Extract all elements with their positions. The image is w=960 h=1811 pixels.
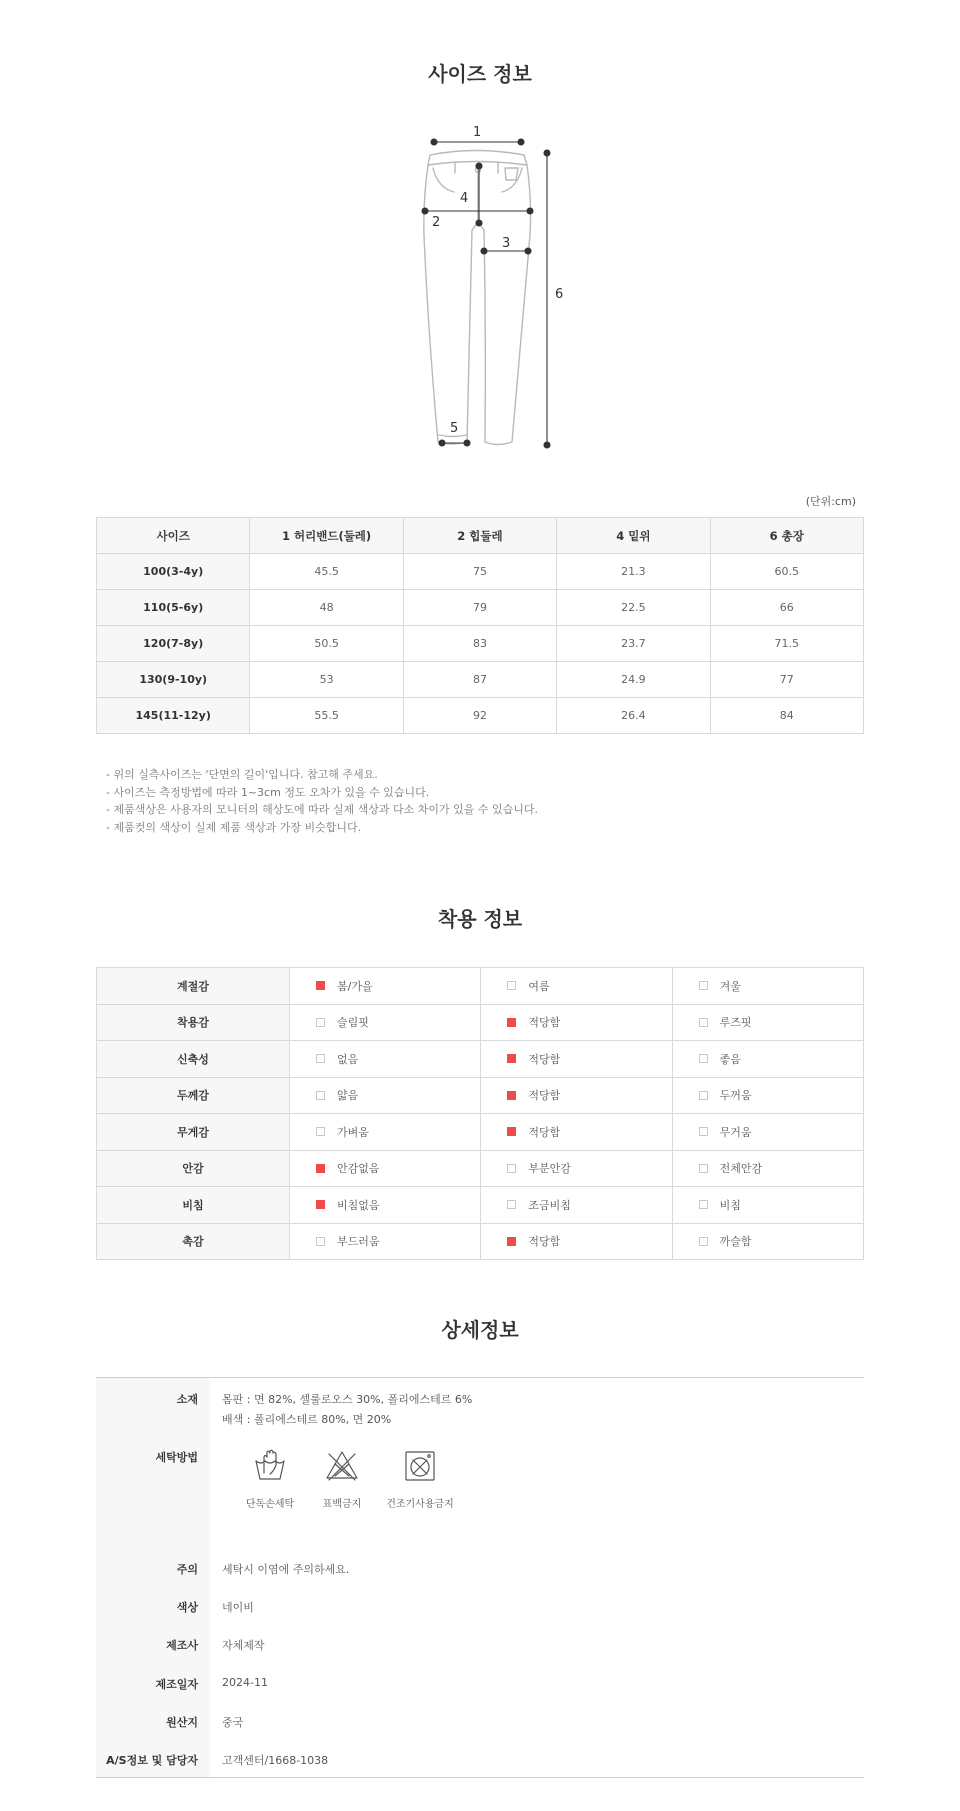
unchecked-box-icon: [699, 1127, 708, 1136]
color-value: 네이비: [222, 1601, 254, 1614]
fit-option: [672, 1150, 863, 1187]
fit-option-label: 적당함: [528, 1235, 561, 1249]
fit-option: [481, 1041, 672, 1078]
size-notes: [106, 766, 538, 836]
fit-option-label: 부분안감: [528, 1162, 571, 1176]
fit-option-label: 비침없음: [337, 1198, 380, 1212]
value-cell: 87: [403, 662, 556, 698]
fit-row-label: 계절감: [97, 968, 290, 1005]
fit-option: [290, 1187, 481, 1224]
table-row: [97, 626, 864, 662]
unchecked-box-icon: [507, 1164, 516, 1173]
caution-value: 세탁시 이염에 주의하세요.: [222, 1563, 350, 1576]
unchecked-box-icon: [316, 1237, 325, 1246]
value-cell: 83: [403, 626, 556, 662]
wash-label: 세탁방법: [155, 1451, 198, 1464]
material-line: 배색 : 폴리에스테르 80%, 면 20%: [222, 1413, 392, 1426]
header-cell: 6 총장: [710, 518, 863, 554]
fit-option-label: 까슬함: [719, 1235, 752, 1249]
fit-option: [672, 1187, 863, 1224]
fit-row-label: 신축성: [97, 1041, 290, 1078]
fit-option: [290, 1077, 481, 1114]
fit-option-label: 없음: [337, 1052, 359, 1066]
fit-option: [481, 968, 672, 1005]
unchecked-box-icon: [507, 1200, 516, 1209]
caution-label: 주의: [176, 1563, 198, 1576]
manufacturer-value: 자체제작: [222, 1639, 265, 1652]
header-cell: 2 힙둘레: [403, 518, 556, 554]
fit-option: [290, 1004, 481, 1041]
origin-value: 중국: [222, 1716, 244, 1729]
fit-option: [481, 1077, 672, 1114]
note-line: - 제품색상은 사용자의 모니터의 해상도에 따라 실제 색상과 다소 차이가 있을 수 있습니다.: [106, 803, 538, 816]
fit-section-title: 착용 정보: [437, 907, 523, 931]
unchecked-box-icon: [316, 1054, 325, 1063]
fit-row: [97, 968, 864, 1005]
fit-option-label: 가벼움: [337, 1125, 369, 1139]
diagram-label-1: 1: [473, 125, 482, 140]
fit-option: [290, 1114, 481, 1151]
unchecked-box-icon: [507, 981, 516, 990]
checked-box-icon: [507, 1091, 516, 1100]
value-cell: 75: [403, 554, 556, 590]
size-cell: 130(9-10y): [97, 662, 250, 698]
checked-box-icon: [316, 981, 325, 990]
fit-option: [481, 1114, 672, 1151]
fit-option: [290, 1041, 481, 1078]
as-info-value: 고객센터/1668-1038: [222, 1754, 329, 1767]
fit-option-label: 적당함: [528, 1052, 561, 1066]
fit-option: [290, 1223, 481, 1260]
fit-row: [97, 1004, 864, 1041]
note-line: - 사이즈는 측정방법에 따라 1~3cm 정도 오차가 있을 수 있습니다.: [106, 785, 430, 799]
fit-option-label: 얇음: [337, 1089, 359, 1103]
unchecked-box-icon: [699, 1164, 708, 1173]
fit-option-label: 봄/가을: [337, 979, 373, 993]
unchecked-box-icon: [316, 1018, 325, 1027]
fit-option: [672, 1223, 863, 1260]
fit-option-label: 여름: [528, 979, 550, 993]
fit-row-label: 두께감: [97, 1077, 290, 1114]
unit-label: (단위:cm): [805, 495, 856, 508]
manufacturer-label: 제조사: [166, 1639, 198, 1652]
size-section-title: 사이즈 정보: [428, 62, 532, 86]
value-cell: 60.5: [710, 554, 863, 590]
fit-row: [97, 1187, 864, 1224]
size-cell: 145(11-12y): [97, 698, 250, 734]
fit-option-label: 루즈핏: [719, 1016, 752, 1030]
fit-option-label: 좋음: [719, 1052, 741, 1066]
manufacture-date-value: 2024-11: [222, 1676, 268, 1689]
checked-box-icon: [316, 1164, 325, 1173]
table-row: [97, 698, 864, 734]
value-cell: 48: [250, 590, 403, 626]
unchecked-box-icon: [699, 1091, 708, 1100]
fit-option-label: 적당함: [528, 1016, 561, 1030]
fit-option-label: 적당함: [528, 1125, 561, 1139]
value-cell: 53: [250, 662, 403, 698]
fit-row-label: 촉감: [97, 1223, 290, 1260]
fit-row: [97, 1041, 864, 1078]
wash-item-hand-wash: [230, 1449, 310, 1510]
material-line: 몸판 : 면 82%, 셀룰로오스 30%, 폴리에스테르 6%: [222, 1393, 473, 1406]
detail-table: [96, 1377, 864, 1778]
fit-row: [97, 1114, 864, 1151]
table-header-row: [97, 518, 864, 554]
hand-wash-icon: [253, 1449, 287, 1483]
fit-option: [290, 968, 481, 1005]
no-tumble-dry-icon: [403, 1449, 437, 1483]
value-cell: 50.5: [250, 626, 403, 662]
fit-table: [96, 967, 864, 1260]
value-cell: 79: [403, 590, 556, 626]
unchecked-box-icon: [699, 1200, 708, 1209]
value-cell: 77: [710, 662, 863, 698]
fit-row: [97, 1077, 864, 1114]
note-line: - 위의 실측사이즈는 '단면의 길이'입니다. 참고해 주세요.: [106, 768, 378, 781]
fit-option: [672, 1041, 863, 1078]
wash-caption: 건조기사용금지: [386, 1499, 454, 1510]
fit-option: [481, 1004, 672, 1041]
wash-caption: 단독손세탁: [245, 1499, 295, 1510]
checked-box-icon: [507, 1127, 516, 1136]
fit-option: [481, 1150, 672, 1187]
table-row: [97, 662, 864, 698]
origin-label: 원산지: [166, 1716, 198, 1729]
fit-row: [97, 1150, 864, 1187]
fit-option-label: 비침: [719, 1198, 741, 1212]
note-line: - 제품컷의 색상이 실제 제품 색상과 가장 비슷합니다.: [106, 820, 362, 834]
fit-option: [481, 1223, 672, 1260]
pants-diagram: [400, 118, 600, 458]
value-cell: 71.5: [710, 626, 863, 662]
fit-row-label: 안감: [97, 1150, 290, 1187]
fit-option-label: 조금비침: [528, 1198, 571, 1212]
unchecked-box-icon: [316, 1127, 325, 1136]
fit-option-label: 무거움: [719, 1125, 752, 1139]
fit-option-label: 적당함: [528, 1089, 561, 1103]
value-cell: 22.5: [557, 590, 710, 626]
diagram-label-5: 5: [450, 421, 459, 436]
checked-box-icon: [507, 1237, 516, 1246]
fit-option-label: 부드러움: [337, 1235, 380, 1249]
diagram-label-3: 3: [502, 236, 511, 251]
fit-option: [672, 1077, 863, 1114]
diagram-label-4: 4: [460, 191, 469, 206]
value-cell: 55.5: [250, 698, 403, 734]
fit-row-label: 비침: [97, 1187, 290, 1224]
fit-option-label: 두꺼움: [719, 1089, 752, 1103]
unchecked-box-icon: [699, 1018, 708, 1027]
detail-section-title: 상세정보: [441, 1318, 519, 1342]
size-table: [96, 517, 864, 734]
value-cell: 66: [710, 590, 863, 626]
unchecked-box-icon: [316, 1091, 325, 1100]
fit-row-label: 착용감: [97, 1004, 290, 1041]
size-cell: 120(7-8y): [97, 626, 250, 662]
checked-box-icon: [507, 1054, 516, 1063]
unchecked-box-icon: [699, 1237, 708, 1246]
table-row: [97, 554, 864, 590]
value-cell: 92: [403, 698, 556, 734]
unchecked-box-icon: [699, 1054, 708, 1063]
fit-option: [672, 1004, 863, 1041]
value-cell: 45.5: [250, 554, 403, 590]
diagram-label-6: 6: [555, 287, 564, 302]
fit-option: [481, 1187, 672, 1224]
value-cell: 26.4: [557, 698, 710, 734]
value-cell: 21.3: [557, 554, 710, 590]
no-bleach-icon: [325, 1449, 359, 1483]
wash-item-no-tumble-dry: [370, 1449, 470, 1510]
value-cell: 23.7: [557, 626, 710, 662]
manufacture-date-label: 제조일자: [155, 1678, 198, 1691]
table-row: [97, 590, 864, 626]
fit-row: [97, 1223, 864, 1260]
fit-option: [672, 968, 863, 1005]
fit-row-label: 무게감: [97, 1114, 290, 1151]
fit-option: [290, 1150, 481, 1187]
header-cell: 4 밑위: [557, 518, 710, 554]
as-info-label: A/S정보 및 담당자: [106, 1754, 198, 1767]
header-cell: 1 허리밴드(둘레): [250, 518, 403, 554]
unchecked-box-icon: [699, 981, 708, 990]
fit-option-label: 안감없음: [337, 1162, 380, 1176]
material-label: 소재: [176, 1393, 198, 1406]
wash-caption: 표백금지: [322, 1499, 362, 1510]
value-cell: 84: [710, 698, 863, 734]
value-cell: 24.9: [557, 662, 710, 698]
checked-box-icon: [316, 1200, 325, 1209]
color-label: 색상: [176, 1601, 198, 1614]
checked-box-icon: [507, 1018, 516, 1027]
header-cell: 사이즈: [97, 518, 250, 554]
fit-option-label: 슬림핏: [337, 1016, 369, 1030]
fit-option-label: 겨울: [719, 979, 741, 993]
size-cell: 110(5-6y): [97, 590, 250, 626]
diagram-label-2: 2: [432, 215, 441, 230]
fit-option: [672, 1114, 863, 1151]
fit-option-label: 전체안감: [719, 1162, 763, 1176]
size-cell: 100(3-4y): [97, 554, 250, 590]
